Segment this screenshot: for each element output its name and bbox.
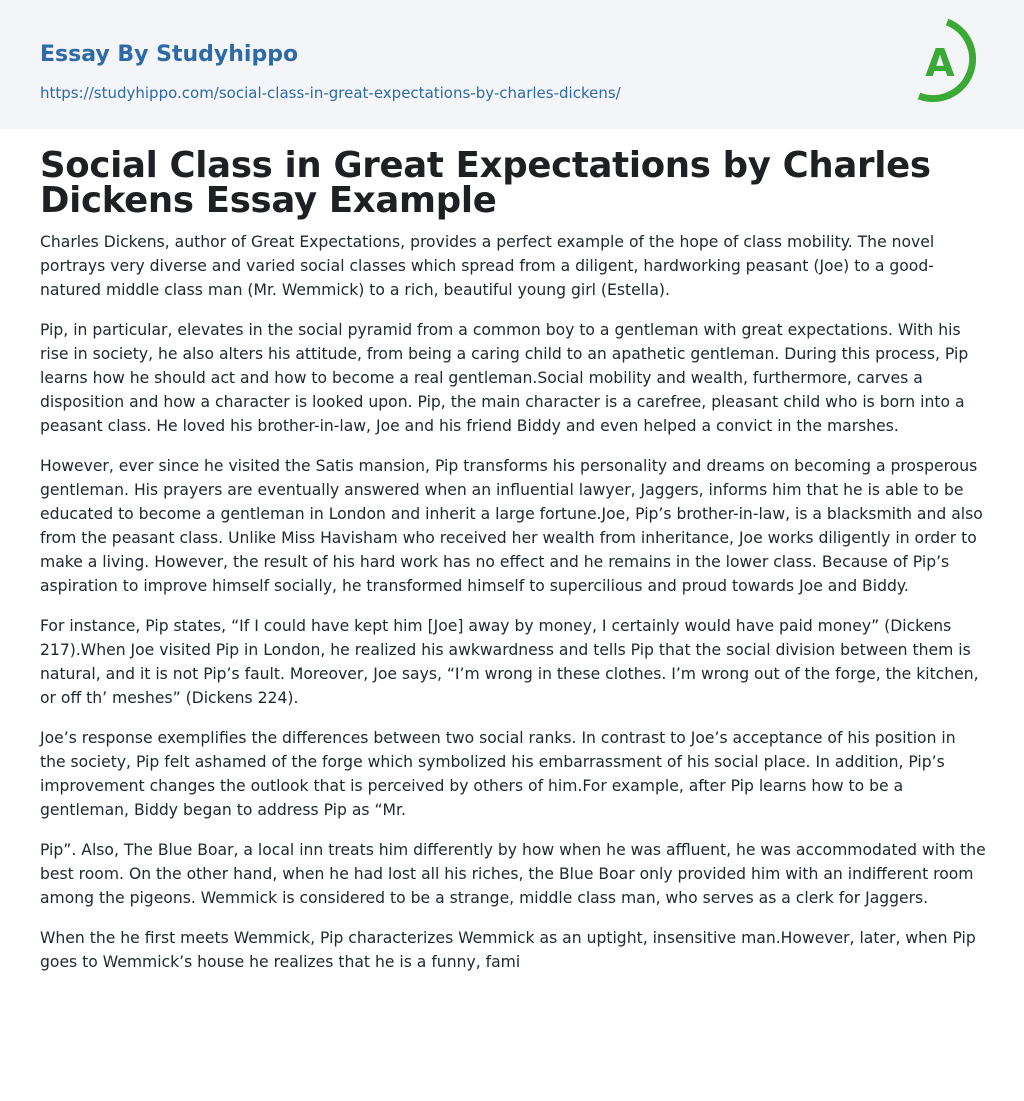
article-paragraph: Joe’s response exemplifies the differences between two social ranks. In contrast to Joe’s acceptance of his position in the society, Pip felt ashamed of the forge which symbolized his embarrassment of his social place. In addition, Pip’s improvement changes the outlook that is perceived by others of him.For example, after Pip learns how to be a gentleman, Biddy began to address Pip as “Mr.	[40, 729, 956, 819]
studyhippo-logo-icon[interactable]	[911, 18, 987, 106]
article-title: Social Class in Great Expectations by Charles Dickens Essay Example	[40, 145, 931, 221]
site-brand[interactable]: Essay By Studyhippo	[40, 42, 299, 67]
article-paragraph: For instance, Pip states, “If I could have kept him [Joe] away by money, I certainly would have paid money” (Dickens 217).When Joe visited Pip in London, he realized his awkwardness and tells Pip that the social division between them is natural, and it is not Pip’s fault. Moreover, Joe says, “I’m wrong in these clothes. I’m wrong out of the forge, the kitchen, or off th’ meshes” (Dickens 224).	[40, 617, 979, 707]
article-paragraph: However, ever since he visited the Satis mansion, Pip transforms his personality and dreams on becoming a prosperous gentleman. His prayers are eventually answered when an influential lawyer, Jaggers, informs him that he is able to be educated to become a gentleman in London and inherit a large fortune.Joe, Pip’s brother-in-law, is a blacksmith and also from the peasant class. Unlike Miss Havisham who received her wealth from inheritance, Joe works diligently in order to make a living. However, the result of his hard work has no effect and he remains in the lower class. Because of Pip’s aspiration to improve himself socially, he transformed himself to supercilious and proud towards Joe and Biddy.	[40, 457, 983, 595]
logo-letter: A	[925, 41, 955, 85]
article-paragraph: Pip”. Also, The Blue Boar, a local inn treats him differently by how when he was affluent, he was accommodated with the best room. On the other hand, when he had lost all his riches, the Blue Boar only provided him with an indifferent room among the pigeons. Wemmick is considered to be a strange, middle class man, who serves as a clerk for Jaggers.	[40, 841, 986, 907]
article-paragraph: Pip, in particular, elevates in the social pyramid from a common boy to a gentleman with great expectations. With his rise in society, he also alters his attitude, from being a caring child to an apathetic gentleman. During this process, Pip learns how he should act and how to become a real gentleman.Social mobility and wealth, furthermore, carves a disposition and how a character is looked upon. Pip, the main character is a carefree, pleasant child who is born into a peasant class. He loved his brother-in-law, Joe and his friend Biddy and even helped a convict in the marshes.	[40, 321, 969, 435]
site-header	[0, 0, 1024, 129]
page-url-link[interactable]: https://studyhippo.com/social-class-in-great-expectations-by-charles-dickens/	[40, 84, 621, 102]
article-paragraph: When the he first meets Wemmick, Pip characterizes Wemmick as an uptight, insensitive man.However, later, when Pip goes to Wemmick’s house he realizes that he is a funny, fami	[40, 929, 976, 971]
article	[40, 145, 986, 974]
article-paragraph: Charles Dickens, author of Great Expectations, provides a perfect example of the hope of class mobility. The novel portrays very diverse and varied social classes which spread from a diligent, hardworking peasant (Joe) to a good-natured middle class man (Mr. Wemmick) to a rich, beautiful young girl (Estella).	[40, 233, 935, 299]
